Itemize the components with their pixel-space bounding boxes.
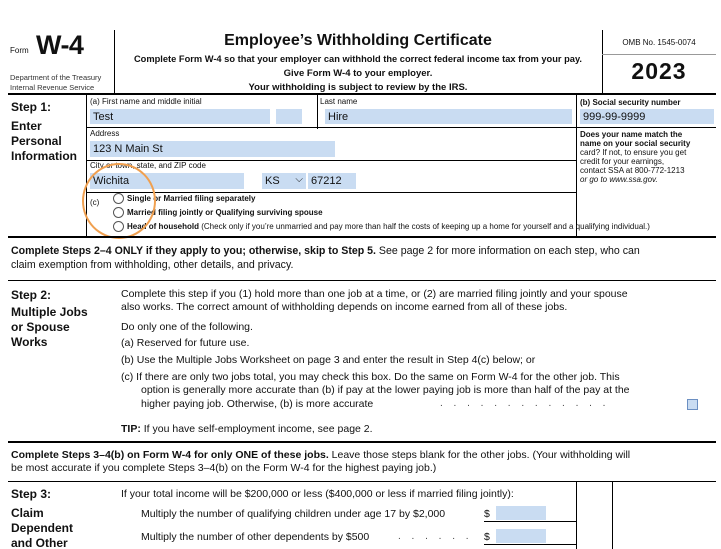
first-name-field[interactable]: Test bbox=[90, 109, 270, 124]
step2-option-a: (a) Reserved for future use. bbox=[121, 337, 250, 349]
state-value: KS bbox=[265, 175, 280, 187]
step2-p1-line2: also works. The correct amount of withholding depends on income earned from all of these jobs. bbox=[121, 301, 568, 313]
step1-title: Step 1: bbox=[11, 100, 52, 114]
ssn-field[interactable]: 999-99-9999 bbox=[580, 109, 714, 124]
last-name-label: Last name bbox=[320, 97, 358, 106]
dept-line2: Internal Revenue Service bbox=[10, 83, 95, 92]
step2-p1-line1: Complete this step if you (1) hold more than one job at a time, or (2) are married filing jointly and your spouse bbox=[121, 288, 628, 300]
filing-single-label: Single or Married filing separately bbox=[127, 194, 256, 203]
instructions-1-rest: See page 2 for more information on each step, who can bbox=[375, 245, 640, 257]
ssn-note-1: Does your name match the bbox=[580, 130, 683, 139]
children-amount-field[interactable] bbox=[496, 506, 546, 520]
address-label: Address bbox=[90, 129, 120, 138]
middle-initial-field[interactable] bbox=[276, 109, 302, 124]
omb-number: OMB No. 1545-0074 bbox=[622, 38, 696, 47]
chevron-down-icon: ⌵ bbox=[295, 174, 303, 185]
step2-subtitle-3: Works bbox=[11, 335, 48, 349]
step2-option-c-line2: option is generally more accurate than (b) if pay at the lower paying job is more than half of the pay at the bbox=[141, 384, 630, 396]
step2-do-only: Do only one of the following. bbox=[121, 321, 253, 333]
ssn-note-2: name on your social security bbox=[580, 139, 691, 148]
filing-hoh-title: Head of household bbox=[127, 222, 199, 231]
ssn-label: (b) Social security number bbox=[580, 98, 681, 107]
instructions-2-bold: Complete Steps 3–4(b) on Form W-4 for only ONE of these jobs. bbox=[11, 449, 329, 461]
leader-dots-2: . . . . . . bbox=[398, 531, 473, 542]
step2-option-c-line1: (c) If there are only two jobs total, you may check this box. Do the same on Form W-4 for the other job. This bbox=[121, 371, 620, 383]
address-field[interactable]: 123 N Main St bbox=[90, 141, 335, 157]
zip-field[interactable]: 67212 bbox=[308, 173, 356, 189]
filing-joint-label: Married filing jointly or Qualifying surviving spouse bbox=[127, 208, 323, 217]
step3-title: Step 3: bbox=[11, 487, 52, 501]
header-sub1: Complete Form W-4 so that your employer can withhold the correct federal income tax from your pay. bbox=[133, 54, 583, 64]
step2-subtitle-2: or Spouse bbox=[11, 320, 70, 334]
step3-children-dollar: $ bbox=[484, 508, 490, 520]
city-field[interactable]: Wichita bbox=[90, 173, 244, 189]
instructions-2 bbox=[11, 449, 630, 462]
filing-hoh-label bbox=[127, 222, 650, 232]
state-select[interactable] bbox=[262, 173, 306, 189]
page-title: Employee’s Withholding Certificate bbox=[224, 32, 492, 49]
highlight-circle bbox=[82, 163, 156, 239]
step3-subtitle-2: Dependent bbox=[11, 521, 74, 535]
step2-option-b: (b) Use the Multiple Jobs Worksheet on page 3 and enter the result in Step 4(c) below; or bbox=[121, 354, 536, 366]
dept-line1: Department of the Treasury bbox=[10, 73, 102, 82]
step2-tip-rest: If you have self-employment income, see page 2. bbox=[140, 423, 373, 435]
ssn-note-6: or go to www.ssa.gov. bbox=[580, 175, 658, 184]
leader-dots: . . . . . . . . . . . . . bbox=[440, 398, 610, 409]
instructions-1 bbox=[11, 245, 716, 258]
form-word: Form bbox=[10, 46, 29, 55]
step2-title: Step 2: bbox=[11, 288, 52, 302]
step3-intro: If your total income will be $200,000 or less ($400,000 or less if married filing jointly): bbox=[121, 488, 514, 500]
instructions-2-line2: be most accurate if you complete Steps 3–4(b) on the Form W-4 for the highest paying job.) bbox=[11, 462, 437, 474]
step1-subtitle-1: Enter bbox=[11, 119, 42, 133]
step1-subtitle-3: Information bbox=[11, 149, 77, 163]
step2-tip-bold: TIP: bbox=[121, 423, 141, 435]
form-name: W-4 bbox=[36, 30, 84, 60]
step3-other-dollar: $ bbox=[484, 531, 490, 543]
step2-option-c-line3: higher paying job. Otherwise, (b) is more accurate bbox=[141, 398, 374, 410]
instructions-1-line2: claim exemption from withholding, other details, and privacy. bbox=[11, 259, 294, 271]
header-sub2: Give Form W-4 to your employer. bbox=[283, 68, 433, 79]
ssn-note-4: credit for your earnings, bbox=[580, 157, 665, 166]
step3-other-label: Multiply the number of other dependents by $500 bbox=[141, 531, 370, 543]
last-name-field[interactable]: Hire bbox=[325, 109, 572, 124]
filing-hoh-note: (Check only if you’re unmarried and pay more than half the costs of keeping up a home for yourself and a qualifying individual.) bbox=[201, 222, 650, 231]
step3-subtitle-1: Claim bbox=[11, 506, 44, 520]
filing-status-label: (c) bbox=[90, 198, 100, 207]
step3-children-label: Multiply the number of qualifying children under age 17 by $2,000 bbox=[141, 508, 446, 520]
other-amount-field[interactable] bbox=[496, 529, 546, 543]
step2-subtitle-1: Multiple Jobs bbox=[11, 305, 88, 319]
step3-subtitle-3: and Other bbox=[11, 536, 68, 549]
two-jobs-checkbox[interactable] bbox=[687, 399, 698, 410]
header-sub3: Your withholding is subject to review by the IRS. bbox=[248, 82, 468, 93]
ssn-note-3: card? If not, to ensure you get bbox=[580, 148, 687, 157]
ssn-note-5: contact SSA at 800-772-1213 bbox=[580, 166, 685, 175]
step1-subtitle-2: Personal bbox=[11, 134, 62, 148]
city-label: City or town, state, and ZIP code bbox=[90, 161, 206, 170]
step2-tip bbox=[121, 423, 373, 436]
tax-year: 2023 bbox=[631, 58, 687, 84]
first-name-label: (a) First name and middle initial bbox=[90, 97, 202, 106]
instructions-1-bold: Complete Steps 2–4 ONLY if they apply to you; otherwise, skip to Step 5. bbox=[11, 245, 376, 257]
instructions-2-rest: Leave those steps blank for the other jobs. (Your withholding will bbox=[328, 449, 631, 461]
